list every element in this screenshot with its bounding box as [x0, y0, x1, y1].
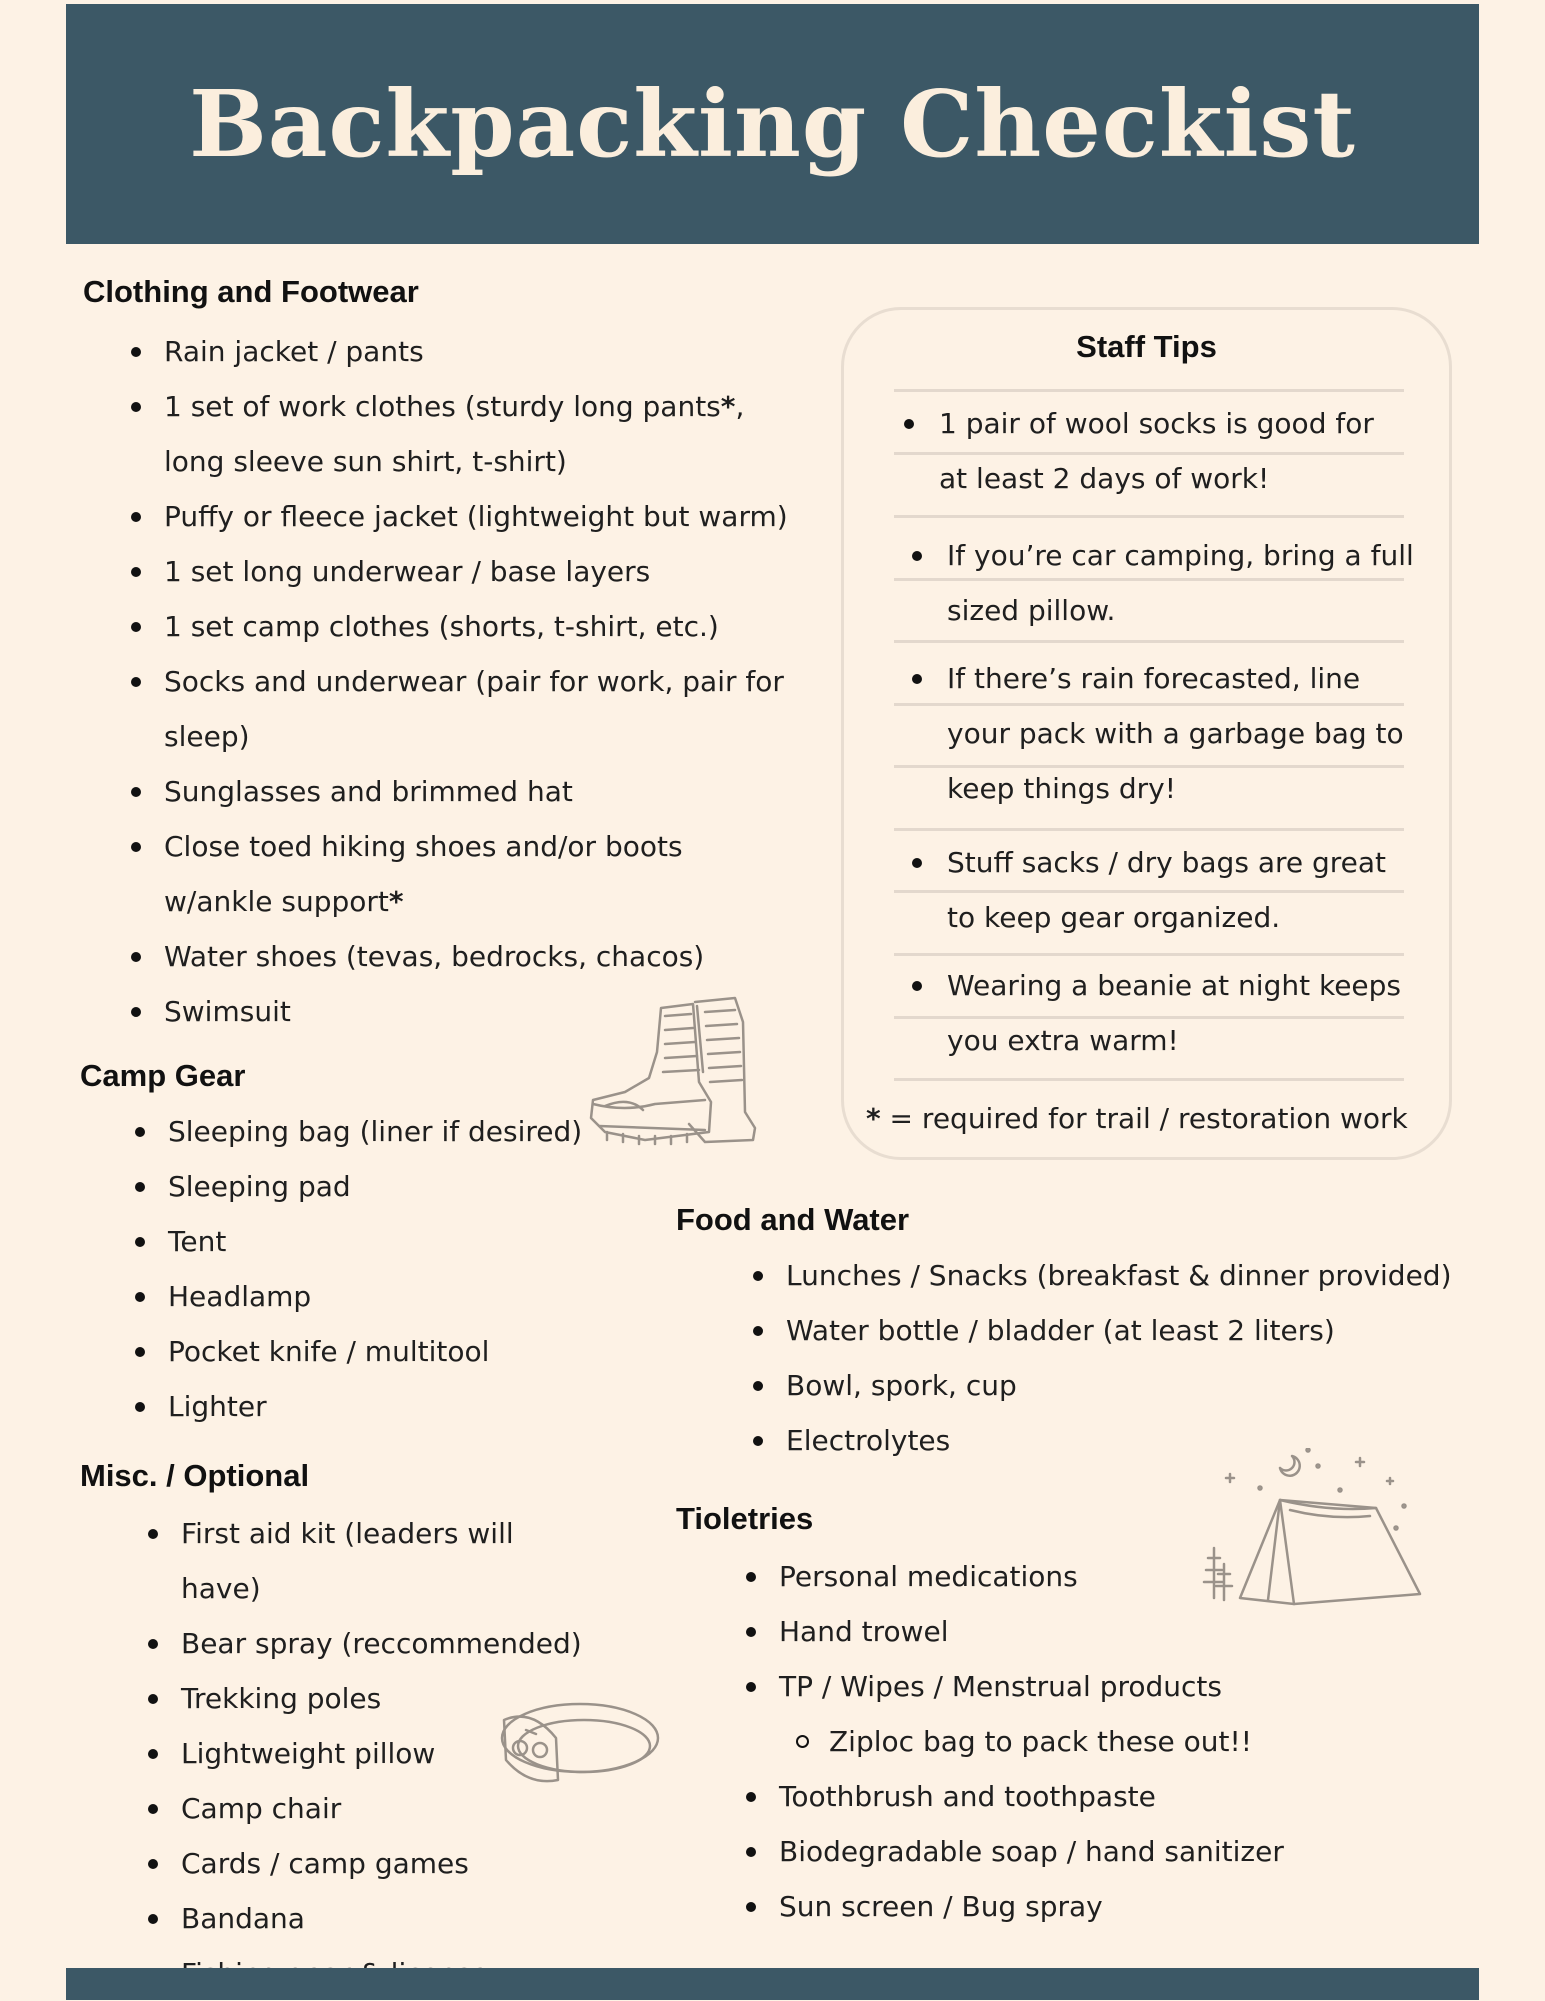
section-food-water — [676, 1200, 1456, 1468]
list-item: Water bottle / bladder (at least 2 liters) — [786, 1303, 1456, 1358]
list-item: Sunglasses and brimmed hat — [164, 764, 803, 819]
list-item: Headlamp — [168, 1269, 600, 1324]
list-item: 1 set camp clothes (shorts, t-shirt, etc.) — [164, 599, 803, 654]
list-item: Lunches / Snacks (breakfast & dinner provided) — [786, 1248, 1456, 1303]
list-item: Water shoes (tevas, bedrocks, chacos) — [164, 929, 803, 984]
footer-bar — [66, 1968, 1479, 2000]
list-item-continued: sleep) — [164, 720, 250, 753]
section-heading: Food and Water — [676, 1202, 910, 1237]
list-item: Sun screen / Bug spray — [779, 1879, 1376, 1934]
tent-illustration — [1200, 1448, 1430, 1613]
staff-tips-heading: Staff Tips — [1076, 329, 1217, 364]
boots-illustration — [585, 992, 780, 1150]
list-item: TP / Wipes / Menstrual products — [779, 1659, 1376, 1714]
section-clothing — [83, 272, 803, 1039]
list-item: Electrolytes — [786, 1413, 1456, 1468]
list-item: 1 set long underwear / base layers — [164, 544, 803, 599]
list-item: Puffy or fleece jacket (lightweight but warm) — [164, 489, 803, 544]
section-heading: Clothing and Footwear — [83, 274, 419, 309]
camp-gear-list — [168, 1104, 600, 1434]
list-item: Pocket knife / multitool — [168, 1324, 600, 1379]
list-item: Socks and underwear (pair for work, pair for — [164, 654, 803, 709]
list-item: First aid kit (leaders will have) — [181, 1506, 600, 1616]
list-item: Bowl, spork, cup — [786, 1358, 1456, 1413]
staff-tips-card: Staff Tips 1 pair of wool socks is good for at least 2 days of work! If you’re car camping, bring a full sized pillow. If there’s rain forecasted, line your pack with a garbage bag to keep things dry! Stuff sacks / dry bags are great to keep gear organized. Wearing a beanie at night keeps you extra warm! * = required for trail / restoration work — [841, 307, 1452, 1160]
page-title: Backpacking Checkist — [189, 70, 1356, 178]
list-item: Biodegradable soap / hand sanitizer — [779, 1824, 1376, 1879]
list-item: Bandana — [181, 1891, 600, 1946]
header-banner — [66, 4, 1479, 244]
list-item: Camp chair — [181, 1781, 600, 1836]
list-item: Sleeping bag (liner if desired) — [168, 1104, 600, 1159]
section-heading: Camp Gear — [80, 1058, 246, 1093]
list-item: Trekking poles — [181, 1671, 600, 1726]
list-item-continued: w/ankle support* — [164, 885, 404, 918]
list-item: Sleeping pad — [168, 1159, 600, 1214]
list-item-continued: long sleeve sun shirt, t-shirt) — [164, 445, 567, 478]
list-item: Rain jacket / pants — [164, 324, 803, 379]
list-item: Cards / camp games — [181, 1836, 600, 1891]
list-item: Lighter — [168, 1379, 600, 1434]
list-item: Lightweight pillow — [181, 1726, 600, 1781]
clothing-list — [164, 324, 803, 1039]
list-item: Hand trowel — [779, 1604, 1376, 1659]
list-item: Swimsuit — [164, 984, 803, 1039]
list-item: Bear spray (reccommended) — [181, 1616, 600, 1671]
list-item: 1 set of work clothes (sturdy long pants*, — [164, 379, 803, 434]
list-item: Personal medications — [779, 1549, 1376, 1604]
section-heading: Misc. / Optional — [80, 1458, 310, 1493]
required-note: * = required for trail / restoration work — [866, 1102, 1408, 1135]
section-camp-gear — [80, 1056, 600, 1434]
food-list — [786, 1248, 1456, 1468]
headlamp-illustration — [498, 1690, 663, 1790]
list-item: Tent — [168, 1214, 600, 1269]
list-item: Close toed hiking shoes and/or boots — [164, 819, 803, 874]
list-subitem: Ziploc bag to pack these out!! — [829, 1714, 1376, 1769]
list-item: Toothbrush and toothpaste — [779, 1769, 1376, 1824]
section-heading: Tioletries — [676, 1501, 814, 1536]
